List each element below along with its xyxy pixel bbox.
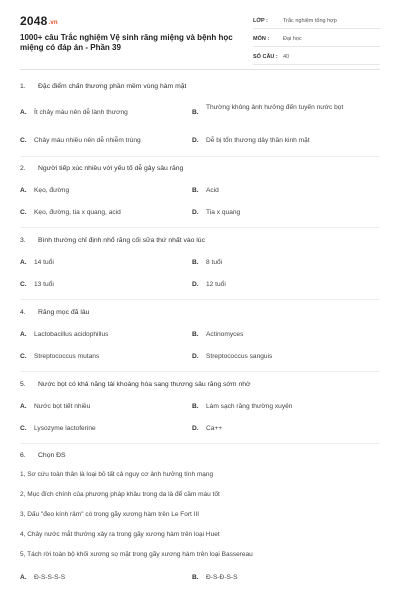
- option-4a[interactable]: [20, 330, 180, 340]
- option-letter: D.: [192, 425, 199, 432]
- question-text: Chọn ĐS: [38, 452, 66, 459]
- option-letter: A.: [20, 403, 27, 410]
- question-3: [20, 236, 380, 246]
- option-text: Actinomyces: [206, 331, 244, 338]
- option-letter: B.: [192, 574, 199, 581]
- meta-value: 40: [283, 54, 290, 60]
- option-2b[interactable]: [192, 186, 360, 196]
- document-header: [0, 0, 400, 68]
- question-4: [20, 308, 380, 318]
- statement-5: 5, Tách rời toàn bộ khối xương sọ mặt trong gãy xương hàm trên loại Bassereau: [20, 551, 253, 558]
- option-1b[interactable]: [192, 103, 360, 118]
- option-letter: A.: [20, 259, 27, 266]
- option-text: Ca++: [206, 425, 223, 432]
- meta-key: MÔN :: [253, 36, 270, 42]
- site-logo[interactable]: [20, 14, 58, 28]
- option-letter: C.: [20, 353, 27, 360]
- option-1d[interactable]: [192, 136, 360, 146]
- meta-value: Đại học: [283, 36, 302, 42]
- option-5c[interactable]: [20, 424, 180, 434]
- option-text: Lysozyme lactoferine: [34, 425, 96, 432]
- option-5a[interactable]: [20, 402, 180, 412]
- question-number: 4.: [20, 309, 26, 316]
- option-5d[interactable]: [192, 424, 360, 434]
- question-number: 1.: [20, 83, 26, 90]
- option-letter: A.: [20, 331, 27, 338]
- question-text: Răng mọc đã lâu: [38, 309, 90, 316]
- option-text: Đ-S-Đ-S-S: [206, 574, 238, 581]
- option-letter: A.: [20, 574, 27, 581]
- option-letter: B.: [192, 331, 199, 338]
- option-text: 8 tuổi: [206, 259, 223, 266]
- option-text: Ít chảy máu nên dễ lành thương: [34, 109, 128, 116]
- option-text: Streptococcus sanguis: [206, 353, 273, 360]
- header-divider: [20, 69, 380, 70]
- option-text: 13 tuổi: [34, 281, 54, 288]
- option-letter: D.: [192, 353, 199, 360]
- option-text: 12 tuổi: [206, 281, 226, 288]
- statement-3: 3, Dấu "đeo kính râm" có trong gãy xương hàm trên Le Fort III: [20, 511, 200, 518]
- option-text: Acid: [206, 187, 219, 194]
- document-meta: [253, 14, 380, 68]
- option-3b[interactable]: [192, 258, 360, 268]
- option-letter: B.: [192, 109, 199, 116]
- question-divider: [20, 299, 380, 300]
- question-text: Người tiếp xúc nhiều với yếu tố dễ gây sâu răng: [38, 165, 184, 172]
- option-3d[interactable]: [192, 280, 360, 290]
- meta-key: SỐ CÂU :: [253, 54, 278, 60]
- option-letter: A.: [20, 109, 27, 116]
- option-text: Dễ bị tổn thương dây thần kinh mặt: [206, 137, 310, 144]
- option-6a[interactable]: [20, 573, 180, 583]
- option-6b[interactable]: [192, 573, 360, 583]
- question-number: 5.: [20, 381, 26, 388]
- option-letter: C.: [20, 137, 27, 144]
- option-letter: B.: [192, 259, 199, 266]
- question-6: [20, 451, 380, 461]
- option-text: Kẹo, đường: [34, 187, 70, 194]
- option-1a[interactable]: [20, 108, 180, 118]
- document-title: 1000+ câu Trắc nghiệm Vệ sinh răng miệng và bệnh học miệng có đáp án - Phần 39: [20, 33, 233, 52]
- meta-row-subject: [253, 32, 380, 47]
- question-divider: [20, 371, 380, 372]
- option-text: Thường không ảnh hưởng đến tuyến nước bọt: [206, 104, 344, 111]
- question-number: 3.: [20, 237, 26, 244]
- option-text: Làm sạch răng thường xuyên: [206, 403, 293, 410]
- option-text: Streptococcus mutans: [34, 353, 100, 360]
- option-5b[interactable]: [192, 402, 360, 412]
- option-text: Lactobacillus acidophillus: [34, 331, 109, 338]
- option-3c[interactable]: [20, 280, 180, 290]
- option-2a[interactable]: [20, 186, 180, 196]
- question-divider: [20, 156, 380, 157]
- meta-value: Trắc nghiệm tổng hợp: [283, 18, 337, 24]
- meta-row-class: [253, 14, 380, 29]
- option-letter: D.: [192, 137, 199, 144]
- question-text: Nước bọt có khả năng tái khoáng hóa sang thương sâu răng sớm nhờ: [38, 381, 251, 388]
- statement-1: 1, Sơ cứu toàn thân là loại bỏ tất cả nguy cơ ảnh hưởng tính mạng: [20, 471, 214, 478]
- logo-text: 2048: [20, 14, 48, 28]
- question-divider: [20, 227, 380, 228]
- option-letter: C.: [20, 209, 27, 216]
- question-number: 2.: [20, 165, 26, 172]
- question-text: Đặc điểm chấn thương phần mềm vùng hàm mặt: [38, 83, 187, 90]
- option-letter: D.: [192, 281, 199, 288]
- meta-key: LỚP :: [253, 18, 268, 24]
- option-4c[interactable]: [20, 352, 180, 362]
- option-text: Tia x quang: [206, 209, 241, 216]
- statement-4: 4, Chảy nước mắt thường xảy ra trong gãy xương hàm trên loại Huet: [20, 531, 220, 538]
- option-letter: A.: [20, 187, 27, 194]
- option-letter: B.: [192, 403, 199, 410]
- option-4d[interactable]: [192, 352, 360, 362]
- meta-row-count: [253, 50, 380, 65]
- option-letter: D.: [192, 209, 199, 216]
- logo-domain: .vn: [48, 20, 58, 26]
- question-text: Bình thường chỉ định nhổ răng cối sữa thứ nhất vào lúc: [38, 237, 205, 244]
- option-4b[interactable]: [192, 330, 360, 340]
- option-text: Nước bọt tiết nhiều: [34, 403, 91, 410]
- option-2c[interactable]: [20, 208, 180, 218]
- question-1: [20, 82, 380, 92]
- statement-2: 2, Mục đích chính của phương pháp khâu trong da là để cầm máu tốt: [20, 491, 220, 498]
- option-3a[interactable]: [20, 258, 180, 268]
- option-1c[interactable]: [20, 136, 180, 146]
- option-letter: B.: [192, 187, 199, 194]
- option-letter: C.: [20, 425, 27, 432]
- question-number: 6.: [20, 452, 26, 459]
- option-text: Chảy máu nhiều nên dễ nhiễm trùng: [34, 137, 141, 144]
- question-5: [20, 380, 380, 390]
- option-letter: C.: [20, 281, 27, 288]
- option-2d[interactable]: [192, 208, 360, 218]
- question-divider: [20, 443, 380, 444]
- option-text: Kẹo, đường, tia x quang, acid: [34, 209, 121, 216]
- option-text: 14 tuổi: [34, 259, 54, 266]
- question-2: [20, 164, 380, 174]
- option-text: Đ-S-S-S-S: [34, 574, 66, 581]
